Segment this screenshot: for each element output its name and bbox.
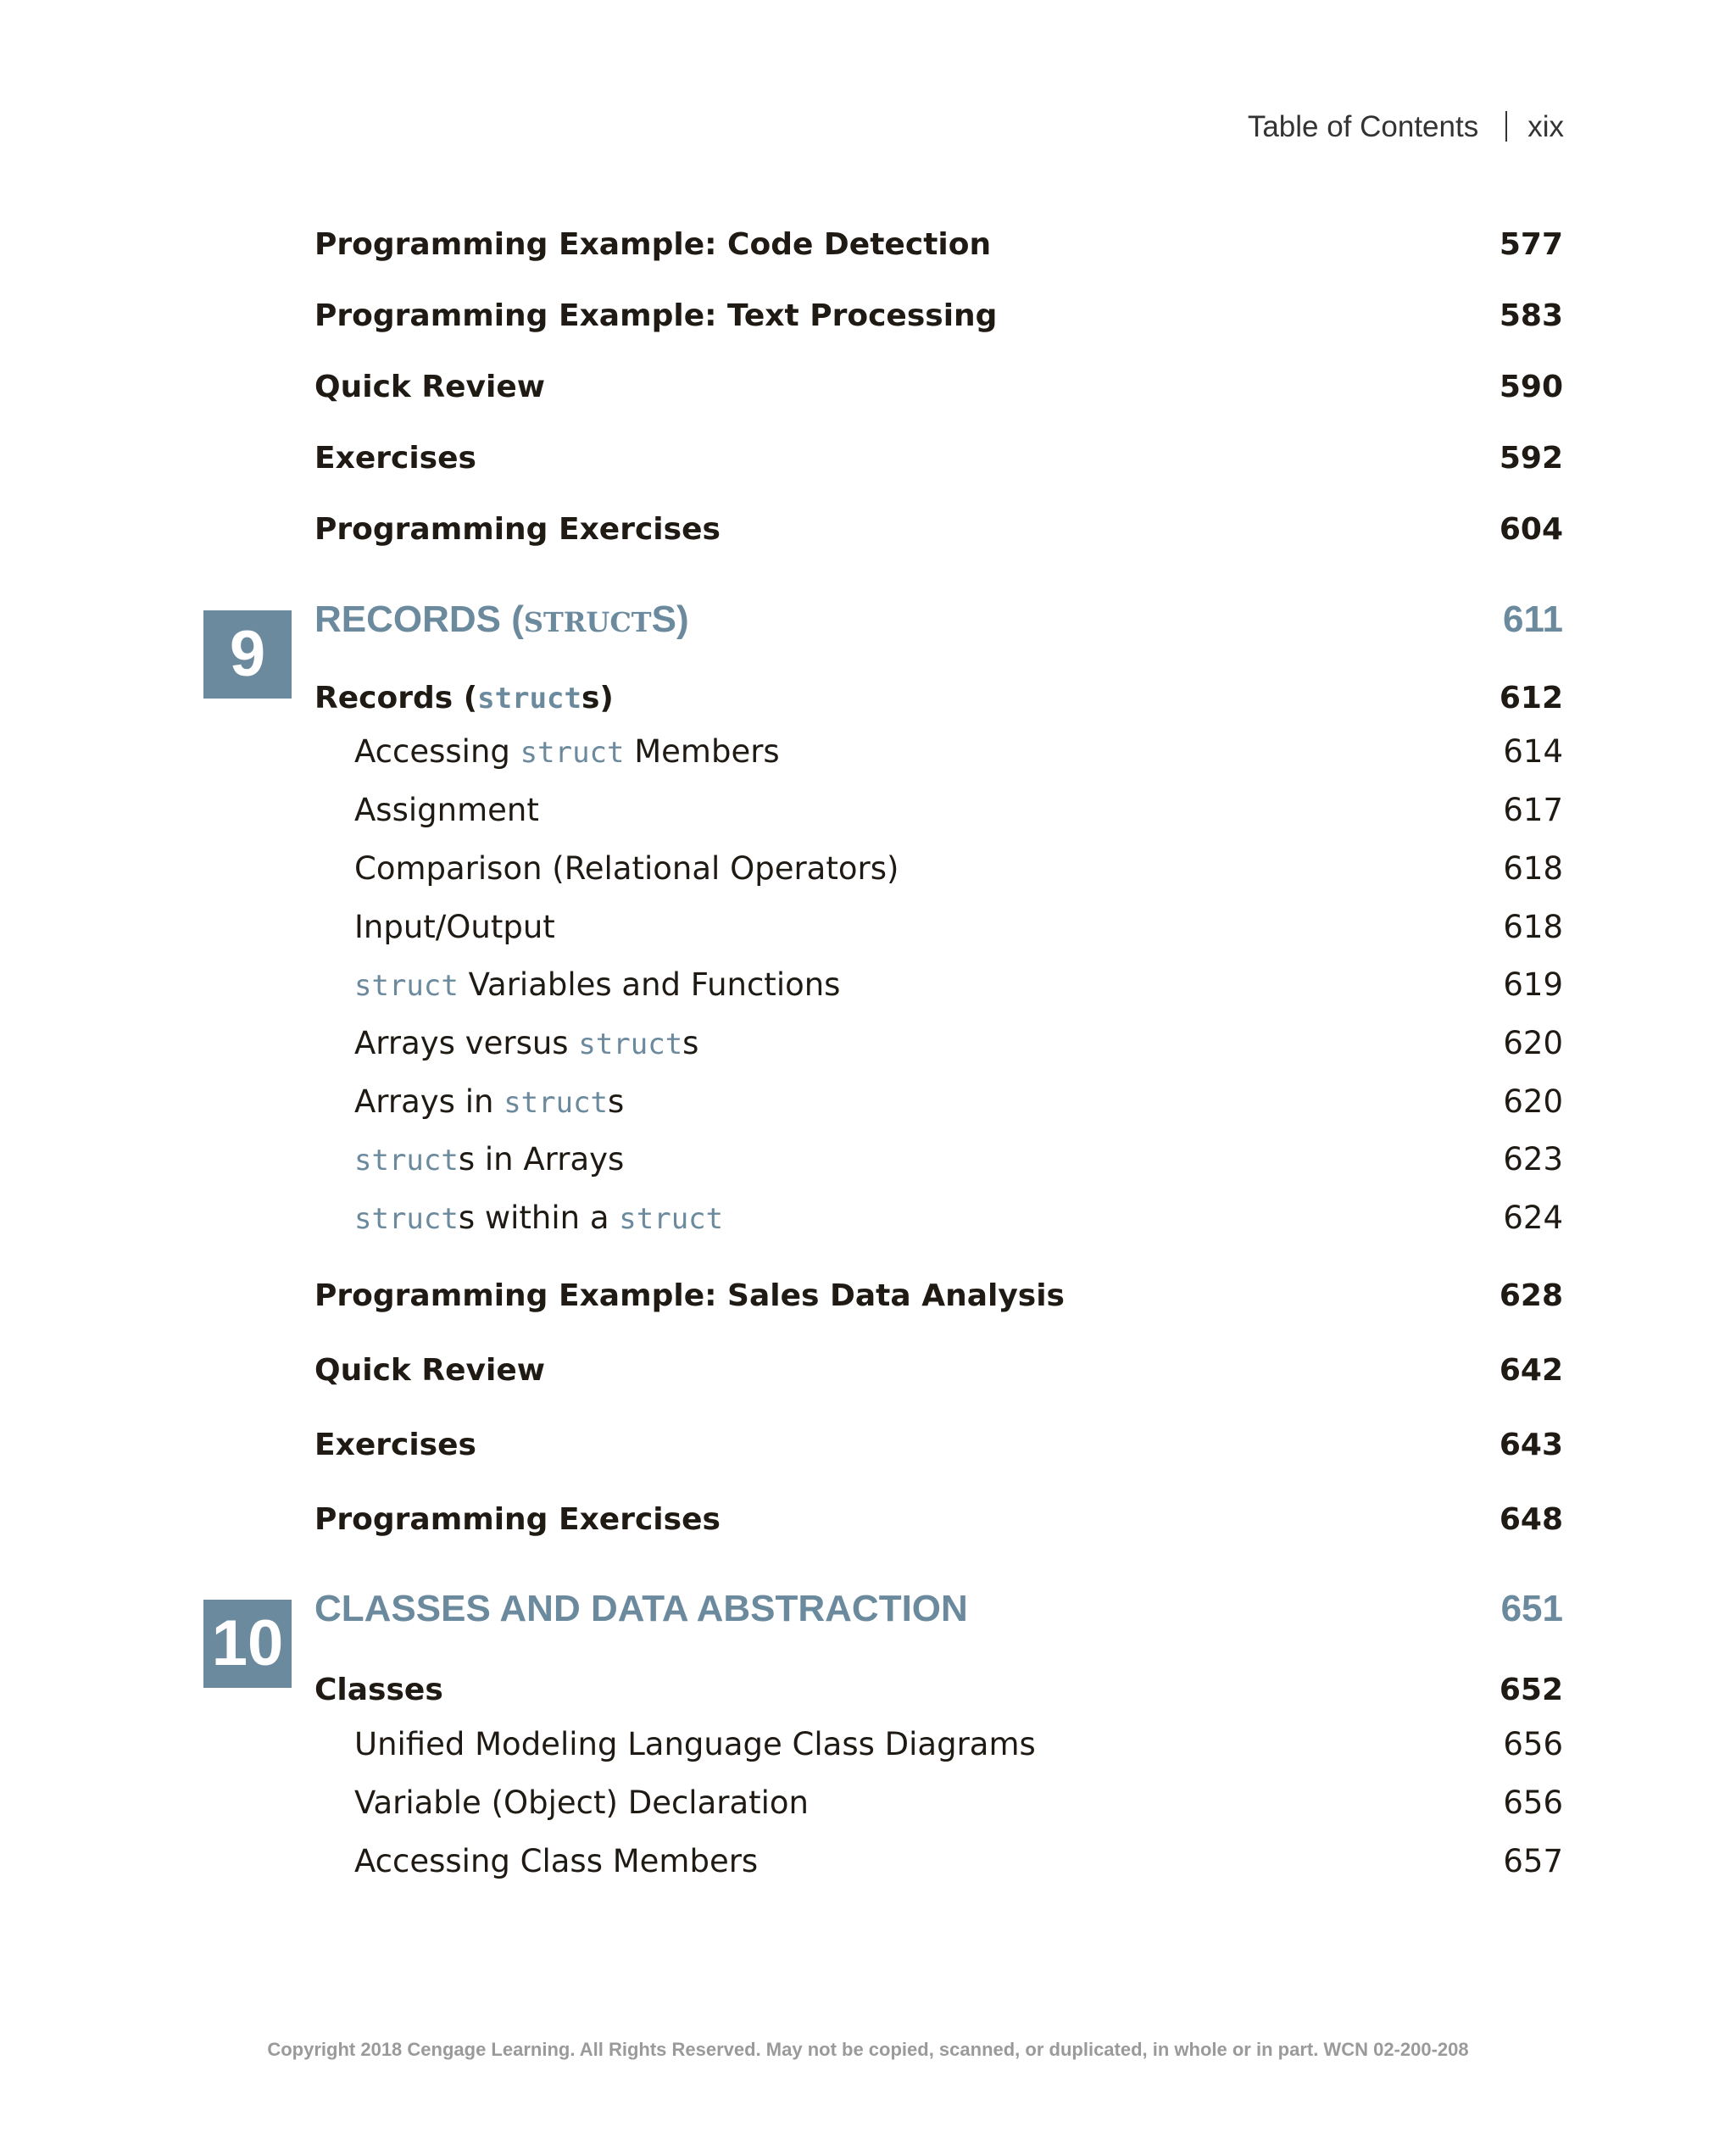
- title-part: s: [608, 1083, 625, 1120]
- toc-subentry-page: 619: [1503, 966, 1563, 1003]
- toc-subentry-page: 623: [1503, 1141, 1563, 1177]
- toc-subentry[interactable]: [314, 792, 1563, 839]
- title-part: Arrays in: [354, 1083, 504, 1120]
- toc-subentry-page: 656: [1503, 1726, 1563, 1762]
- toc-subentry-title: Input/Output: [354, 909, 555, 945]
- toc-subentry[interactable]: [314, 1784, 1563, 1832]
- toc-subentry-page: 620: [1503, 1083, 1563, 1120]
- toc-subentry-page: 618: [1503, 850, 1563, 887]
- title-part: s): [581, 681, 614, 715]
- code-keyword: struct: [354, 969, 459, 1003]
- toc-subentry-title: [354, 1141, 624, 1177]
- toc-entry-page: 577: [1499, 227, 1563, 262]
- chapter-number-badge: 10: [203, 1600, 292, 1688]
- title-part: s: [682, 1025, 699, 1061]
- toc-entry[interactable]: [314, 512, 1563, 560]
- toc-subentry-page: 624: [1503, 1200, 1563, 1236]
- toc-entry-page: 652: [1499, 1673, 1563, 1707]
- chapter-title: CLASSES AND DATA ABSTRACTION: [314, 1588, 968, 1629]
- toc-entry-title: [314, 681, 614, 715]
- toc-subentry[interactable]: [314, 1141, 1563, 1189]
- code-keyword: struct: [504, 1086, 609, 1120]
- header-section: Table of Contents: [1247, 110, 1479, 143]
- toc-entry-title: Exercises: [314, 441, 476, 476]
- code-keyword: struct: [520, 736, 625, 770]
- toc-subentry[interactable]: [314, 850, 1563, 898]
- toc-subentry-title: [354, 733, 780, 770]
- code-keyword: struct: [354, 1202, 459, 1236]
- toc-subentry[interactable]: [314, 1025, 1563, 1072]
- toc-subentry-title: [354, 1200, 723, 1236]
- toc-entry[interactable]: [314, 227, 1563, 275]
- toc-entry-title: Classes: [314, 1673, 443, 1707]
- title-part: s in Arrays: [458, 1141, 625, 1177]
- title-part: Members: [624, 733, 780, 770]
- toc-entry-page: 628: [1499, 1278, 1563, 1313]
- chapter-page: 611: [1503, 598, 1563, 640]
- toc-entry[interactable]: [314, 370, 1563, 417]
- toc-entry-title: Quick Review: [314, 370, 546, 404]
- code-keyword: struct: [477, 682, 581, 715]
- toc-subentry[interactable]: [314, 1843, 1563, 1890]
- toc-subentry-title: Comparison (Relational Operators): [354, 850, 899, 887]
- title-part: s within a: [458, 1200, 620, 1236]
- toc-entry-page: 643: [1499, 1428, 1563, 1462]
- toc-subentry-title: [354, 966, 840, 1003]
- toc-entry-page: 648: [1499, 1502, 1563, 1537]
- title-part: Arrays versus: [354, 1025, 579, 1061]
- toc-entry-title: Quick Review: [314, 1353, 546, 1388]
- toc-entry-page: 612: [1499, 681, 1563, 715]
- toc-entry[interactable]: [314, 1353, 1563, 1400]
- toc-subentry[interactable]: [314, 1200, 1563, 1247]
- chapter-title-part: RECORDS (: [314, 598, 524, 640]
- toc-entry[interactable]: [314, 441, 1563, 488]
- title-part: Accessing: [354, 733, 520, 770]
- toc-subentry-title: Assignment: [354, 792, 539, 828]
- chapter-heading[interactable]: [314, 598, 1563, 646]
- toc-subentry-page: 617: [1503, 792, 1563, 828]
- toc-entry-title: Exercises: [314, 1428, 476, 1462]
- toc-subentry[interactable]: [314, 1726, 1563, 1773]
- copyright-footer: Copyright 2018 Cengage Learning. All Rights Reserved. May not be copied, scanned, or duplicated, in whole or in part. WCN 02-200-208: [267, 2039, 1469, 2060]
- code-keyword: struct: [354, 1144, 459, 1177]
- toc-subentry-page: 620: [1503, 1025, 1563, 1061]
- toc-subentry-title: Accessing Class Members: [354, 1843, 759, 1879]
- chapter-title-code: STRUCT: [523, 606, 652, 638]
- toc-subentry-page: 614: [1503, 733, 1563, 770]
- toc-subentry-title: Variable (Object) Declaration: [354, 1784, 810, 1821]
- toc-entry[interactable]: [314, 1428, 1563, 1475]
- toc-subentry[interactable]: [314, 966, 1563, 1014]
- chapter-title-part: S): [651, 598, 689, 640]
- toc-entry-title: Programming Exercises: [314, 1502, 721, 1537]
- toc-subentry-title: Unified Modeling Language Class Diagrams: [354, 1726, 1036, 1762]
- toc-entry-page: 590: [1499, 370, 1563, 404]
- toc-subentry-page: 657: [1503, 1843, 1563, 1879]
- chapter-title: [314, 598, 689, 641]
- toc-entry-title: Programming Example: Sales Data Analysis: [314, 1278, 1065, 1313]
- chapter-number-badge: 9: [203, 610, 292, 699]
- running-header: [1248, 110, 1564, 144]
- toc-entry[interactable]: [314, 681, 1563, 728]
- toc-subentry[interactable]: [314, 733, 1563, 781]
- toc-entry[interactable]: [314, 1502, 1563, 1550]
- header-page-number: xix: [1527, 110, 1564, 143]
- chapter-page: 651: [1500, 1588, 1563, 1629]
- toc-entry-page: 604: [1499, 512, 1563, 547]
- title-part: Records (: [314, 681, 478, 715]
- header-divider: [1505, 111, 1507, 142]
- toc-entry-page: 583: [1499, 298, 1563, 333]
- toc-entry-title: Programming Example: Text Processing: [314, 298, 998, 333]
- code-keyword: struct: [619, 1202, 724, 1236]
- code-keyword: struct: [578, 1027, 683, 1061]
- toc-subentry-title: [354, 1083, 624, 1120]
- toc-subentry[interactable]: [314, 909, 1563, 956]
- toc-subentry-page: 656: [1503, 1784, 1563, 1821]
- toc-entry-title: Programming Example: Code Detection: [314, 227, 992, 262]
- toc-entry-page: 592: [1499, 441, 1563, 476]
- toc-subentry-page: 618: [1503, 909, 1563, 945]
- toc-subentry-title: [354, 1025, 698, 1061]
- toc-subentry[interactable]: [314, 1083, 1563, 1131]
- toc-entry[interactable]: [314, 298, 1563, 346]
- toc-entry[interactable]: [314, 1278, 1563, 1326]
- toc-entry-page: 642: [1499, 1353, 1563, 1388]
- toc-entry-title: Programming Exercises: [314, 512, 721, 547]
- title-part: Variables and Functions: [458, 966, 841, 1003]
- toc-entry[interactable]: [314, 1673, 1563, 1720]
- chapter-heading[interactable]: [314, 1588, 1563, 1635]
